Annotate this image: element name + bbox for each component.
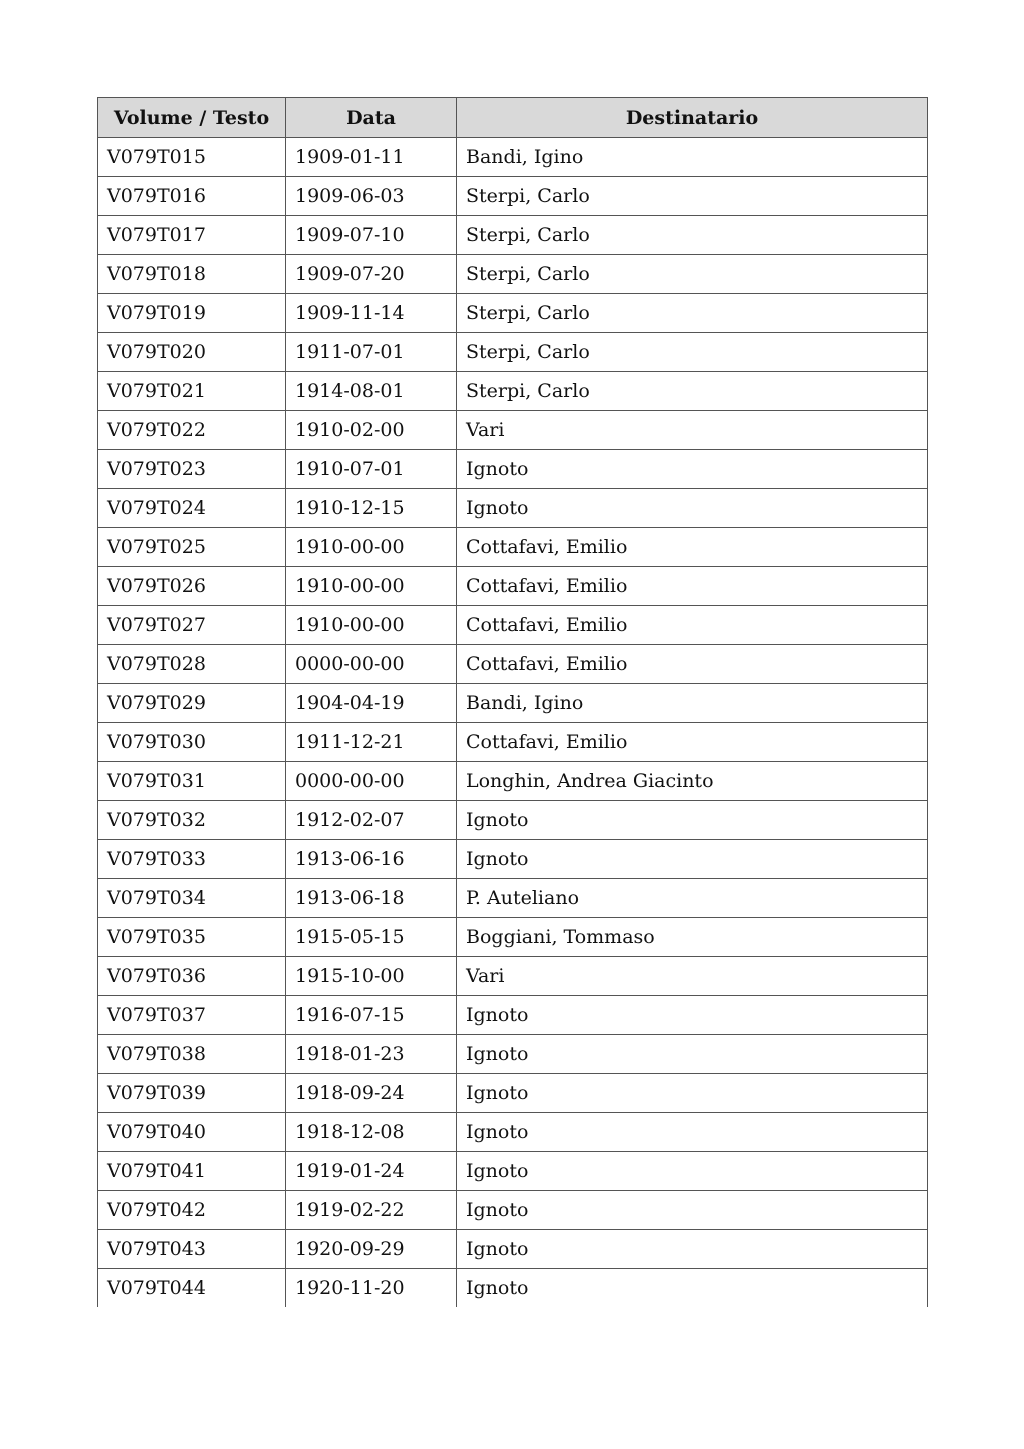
letters-table	[97, 97, 928, 1307]
cell-destinatario: Ignoto	[457, 1113, 928, 1152]
cell-destinatario: Cottafavi, Emilio	[457, 645, 928, 684]
table-row	[98, 918, 928, 957]
cell-volume-testo: V079T031	[98, 762, 286, 801]
cell-destinatario: Ignoto	[457, 801, 928, 840]
cell-destinatario: Ignoto	[457, 489, 928, 528]
cell-data: 1919-02-22	[286, 1191, 457, 1230]
table-row	[98, 294, 928, 333]
cell-destinatario: Ignoto	[457, 1191, 928, 1230]
cell-volume-testo: V079T040	[98, 1113, 286, 1152]
table-row	[98, 645, 928, 684]
table-row	[98, 1113, 928, 1152]
cell-destinatario: Ignoto	[457, 1230, 928, 1269]
table-row	[98, 216, 928, 255]
table-row	[98, 1230, 928, 1269]
cell-destinatario: Cottafavi, Emilio	[457, 567, 928, 606]
table-row	[98, 528, 928, 567]
cell-data: 1910-12-15	[286, 489, 457, 528]
cell-volume-testo: V079T037	[98, 996, 286, 1035]
header-destinatario: Destinatario	[457, 98, 928, 138]
table-row	[98, 723, 928, 762]
table-row	[98, 840, 928, 879]
cell-data: 1918-12-08	[286, 1113, 457, 1152]
cell-destinatario: Cottafavi, Emilio	[457, 528, 928, 567]
cell-data: 1909-01-11	[286, 138, 457, 177]
cell-volume-testo: V079T025	[98, 528, 286, 567]
table-row	[98, 138, 928, 177]
table-row	[98, 177, 928, 216]
cell-destinatario: Ignoto	[457, 1035, 928, 1074]
cell-volume-testo: V079T030	[98, 723, 286, 762]
cell-destinatario: P. Auteliano	[457, 879, 928, 918]
cell-data: 1915-05-15	[286, 918, 457, 957]
cell-volume-testo: V079T015	[98, 138, 286, 177]
cell-data: 1910-02-00	[286, 411, 457, 450]
cell-volume-testo: V079T036	[98, 957, 286, 996]
table-row	[98, 684, 928, 723]
cell-destinatario: Vari	[457, 957, 928, 996]
table-row	[98, 957, 928, 996]
cell-data: 1913-06-16	[286, 840, 457, 879]
table-row	[98, 1035, 928, 1074]
cell-data: 1919-01-24	[286, 1152, 457, 1191]
cell-destinatario: Boggiani, Tommaso	[457, 918, 928, 957]
cell-data: 1918-01-23	[286, 1035, 457, 1074]
cell-volume-testo: V079T024	[98, 489, 286, 528]
table-row	[98, 606, 928, 645]
cell-volume-testo: V079T017	[98, 216, 286, 255]
cell-volume-testo: V079T026	[98, 567, 286, 606]
cell-data: 1909-07-10	[286, 216, 457, 255]
cell-volume-testo: V079T020	[98, 333, 286, 372]
table-header-row	[98, 98, 928, 138]
table-row	[98, 450, 928, 489]
cell-data: 1911-12-21	[286, 723, 457, 762]
cell-volume-testo: V079T044	[98, 1269, 286, 1308]
cell-volume-testo: V079T041	[98, 1152, 286, 1191]
cell-volume-testo: V079T019	[98, 294, 286, 333]
cell-data: 1913-06-18	[286, 879, 457, 918]
cell-destinatario: Cottafavi, Emilio	[457, 606, 928, 645]
cell-volume-testo: V079T016	[98, 177, 286, 216]
table-row	[98, 996, 928, 1035]
cell-volume-testo: V079T022	[98, 411, 286, 450]
cell-data: 0000-00-00	[286, 645, 457, 684]
cell-destinatario: Ignoto	[457, 450, 928, 489]
table-row	[98, 567, 928, 606]
cell-data: 0000-00-00	[286, 762, 457, 801]
header-volume-testo: Volume / Testo	[98, 98, 286, 138]
cell-data: 1909-07-20	[286, 255, 457, 294]
cell-destinatario: Ignoto	[457, 1152, 928, 1191]
cell-destinatario: Bandi, Igino	[457, 684, 928, 723]
cell-destinatario: Bandi, Igino	[457, 138, 928, 177]
cell-destinatario: Ignoto	[457, 840, 928, 879]
table-row	[98, 333, 928, 372]
cell-volume-testo: V079T043	[98, 1230, 286, 1269]
cell-data: 1910-00-00	[286, 606, 457, 645]
header-data: Data	[286, 98, 457, 138]
table-row	[98, 372, 928, 411]
cell-destinatario: Longhin, Andrea Giacinto	[457, 762, 928, 801]
cell-destinatario: Ignoto	[457, 996, 928, 1035]
cell-destinatario: Ignoto	[457, 1269, 928, 1308]
cell-volume-testo: V079T023	[98, 450, 286, 489]
cell-data: 1911-07-01	[286, 333, 457, 372]
cell-volume-testo: V079T028	[98, 645, 286, 684]
cell-volume-testo: V079T039	[98, 1074, 286, 1113]
cell-destinatario: Vari	[457, 411, 928, 450]
table-row	[98, 411, 928, 450]
cell-volume-testo: V079T035	[98, 918, 286, 957]
table-body	[98, 138, 928, 1308]
cell-destinatario: Sterpi, Carlo	[457, 333, 928, 372]
cell-volume-testo: V079T042	[98, 1191, 286, 1230]
cell-volume-testo: V079T034	[98, 879, 286, 918]
cell-data: 1916-07-15	[286, 996, 457, 1035]
cell-data: 1910-00-00	[286, 567, 457, 606]
cell-volume-testo: V079T033	[98, 840, 286, 879]
cell-destinatario: Cottafavi, Emilio	[457, 723, 928, 762]
cell-volume-testo: V079T027	[98, 606, 286, 645]
cell-volume-testo: V079T021	[98, 372, 286, 411]
cell-data: 1904-04-19	[286, 684, 457, 723]
cell-destinatario: Ignoto	[457, 1074, 928, 1113]
cell-data: 1915-10-00	[286, 957, 457, 996]
cell-volume-testo: V079T018	[98, 255, 286, 294]
cell-destinatario: Sterpi, Carlo	[457, 255, 928, 294]
cell-destinatario: Sterpi, Carlo	[457, 372, 928, 411]
cell-volume-testo: V079T029	[98, 684, 286, 723]
cell-data: 1909-06-03	[286, 177, 457, 216]
cell-data: 1912-02-07	[286, 801, 457, 840]
cell-volume-testo: V079T032	[98, 801, 286, 840]
table-row	[98, 879, 928, 918]
cell-data: 1920-09-29	[286, 1230, 457, 1269]
table-row	[98, 1074, 928, 1113]
cell-data: 1920-11-20	[286, 1269, 457, 1308]
cell-data: 1914-08-01	[286, 372, 457, 411]
cell-data: 1910-00-00	[286, 528, 457, 567]
cell-destinatario: Sterpi, Carlo	[457, 177, 928, 216]
table-row	[98, 1152, 928, 1191]
table-row	[98, 801, 928, 840]
table-row	[98, 762, 928, 801]
cell-volume-testo: V079T038	[98, 1035, 286, 1074]
table-row	[98, 255, 928, 294]
table-row	[98, 489, 928, 528]
cell-data: 1918-09-24	[286, 1074, 457, 1113]
cell-destinatario: Sterpi, Carlo	[457, 294, 928, 333]
table-row	[98, 1191, 928, 1230]
cell-data: 1909-11-14	[286, 294, 457, 333]
cell-destinatario: Sterpi, Carlo	[457, 216, 928, 255]
table-row	[98, 1269, 928, 1308]
cell-data: 1910-07-01	[286, 450, 457, 489]
